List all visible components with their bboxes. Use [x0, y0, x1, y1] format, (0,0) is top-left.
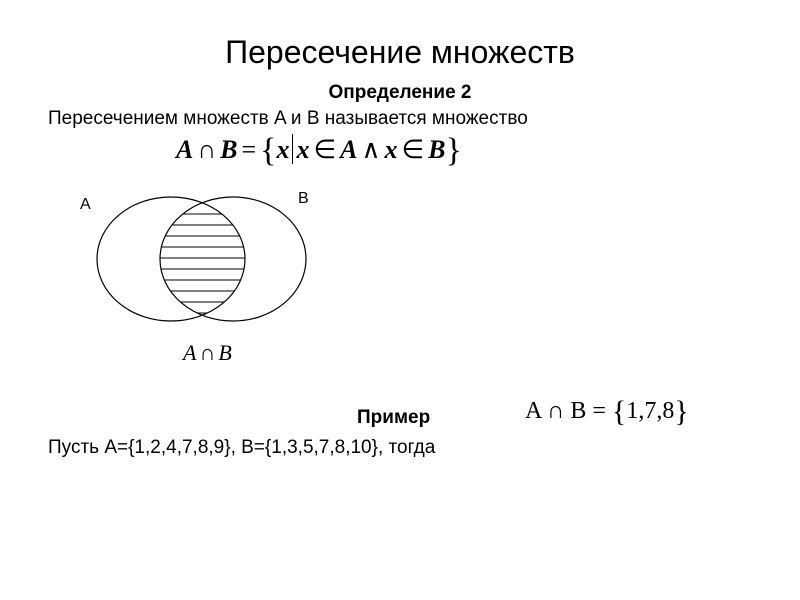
definition-text: Пересечением множеств A и B называется множество [48, 108, 528, 129]
formula-cap: ∩ [197, 135, 217, 164]
formula-in-2: ∈ [401, 135, 425, 164]
formula-in-1: ∈ [313, 135, 337, 164]
result-cap: ∩ [547, 398, 565, 424]
formula-var3: x [384, 135, 398, 164]
formula-set-a2: A [340, 135, 358, 164]
formula-close-brace: } [445, 132, 462, 169]
formula-var: x [276, 135, 290, 164]
formula-set-b2: B [428, 135, 446, 164]
formula-set-a: A [176, 135, 194, 164]
caption-set-a: A [183, 340, 197, 365]
result-values: 1,7,8 [626, 398, 675, 424]
result-set-b: B [570, 398, 587, 424]
example-text: Пусть A={1,2,4,7,8,9}, B={1,3,5,7,8,10}, тогда [48, 437, 436, 458]
definition-heading: Определение 2 [328, 82, 472, 103]
formula-open-brace: { [260, 132, 277, 169]
venn-caption [183, 340, 232, 366]
result-close-brace: } [674, 395, 689, 428]
formula-and: ∧ [361, 135, 381, 164]
formula-equals: = [241, 135, 257, 164]
intersection-hatching [150, 203, 260, 313]
venn-label-a: A [80, 196, 91, 213]
formula-set-b: B [220, 135, 238, 164]
slide-title: Пересечение множеств [225, 34, 575, 70]
example-heading: Пример [357, 407, 431, 428]
example-result [525, 395, 689, 429]
caption-cap: ∩ [199, 340, 216, 365]
venn-label-b: B [298, 190, 309, 207]
formula-var2: x [296, 135, 310, 164]
result-open-brace: { [611, 395, 627, 428]
caption-set-b: B [218, 340, 232, 365]
result-equals: = [592, 398, 606, 424]
result-set-a: A [525, 398, 542, 424]
